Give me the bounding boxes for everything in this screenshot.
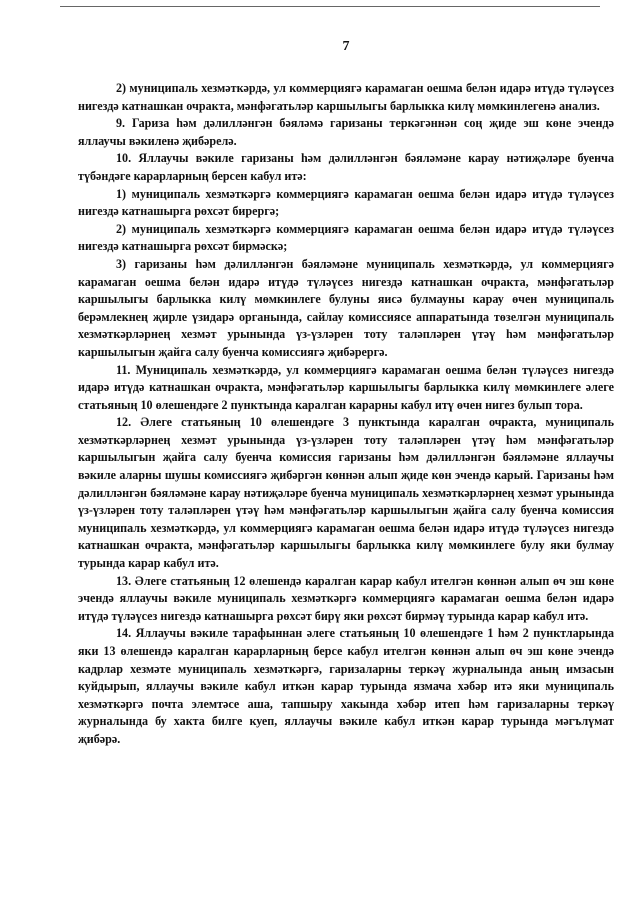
paragraph: 12. Әлеге статьяның 10 өлешендәге 3 пунктында каралган очракта, муниципаль хезмәткәрләрнең хезмәт урынында үз-үзләрен тоту таләпләрен үтәү һәм мәнфәгатьләр каршылыгын җайга салу буенча комиссия гаризаны һәм дәлилләнгән бәяләмәне яллаучы вәкиле аларны шушы комиссиягә җибәргән көннән алып җиде көн эчендә карый. Гаризаны һәм дәлилләнгән бәяләмәне карау нәтиҗәләре буенча муниципаль хезмәткәрләрнең хезмәт урынында үз-үзләрен тоту таләпләрен үтәү һәм мәнфәгатьләр каршылыгын җайга салу буенча комиссия муниципаль хезмәткәрдә, ул коммерциягә карамаган оешма белән идарә итүдә түләүсез нигездә катнашкан очракта, мәнфәгатьләр каршылыгы барлыкка килү мөмкинлеге булу яки булмау турында карар кабул итә. [78,415,614,571]
paragraph: 1) муниципаль хезмәткәргә коммерциягә карамаган оешма белән идарә итүдә түләүсез нигездә катнашырга рөхсәт бирергә; [78,186,614,219]
paragraph: 10. Яллаучы вәкиле гаризаны һәм дәлилләнгән бәяләмәне карау нәтиҗәләре буенча түбәндәге карарларның берсен кабул итә: [78,151,614,183]
paragraph: 14. Яллаучы вәкиле тарафыннан әлеге статьяның 10 өлешендәге 1 һәм 2 пунктларында яки 13 өлешендә каралган карарларның берсе кабул ителгән көннән алып өч эш көне эчендә кадрлар хезмәте муниципаль хезмәткәргә, гаризаларны теркәү журналында аның имзасын куйдырып, яллаучы вәкиле кабул иткән карар турында язмача хәбәр итә яки муниципаль хезмәткәргә почта элемтәсе аша, тапшыру хакында хәбәр итеп һәм гаризаларны теркәү журналында бу хакта билге куеп, яллаучы вәкиле кабул иткән карар турында мәгълүмат җибәрә. [78,626,614,746]
paragraph: 13. Әлеге статьяның 12 өлешендә каралган карар кабул ителгән көннән алып өч эш көне эчендә яллаучы вәкиле муниципаль хезмәткәргә коммерциягә карамаган оешма белән идарә итүдә түләүсез нигездә катнашырга рөхсәт бирү яки рөхсәт бирмәү турында карар кабул итә. [78,573,614,623]
paragraph: 2) муниципаль хезмәткәрдә, ул коммерциягә карамаган оешма белән идарә итүдә түләүсез нигездә катнашкан очракта, мәнфәгатьләр каршылыгы барлыкка килү мөмкинлегенә анализ. [78,81,614,113]
paragraph: 2) муниципаль хезмәткәргә коммерциягә карамаган оешма белән идарә итүдә түләүсез нигездә катнашырга рөхсәт бирмәскә; [78,221,614,254]
document-page [78,40,614,749]
paragraph: 3) гаризаны һәм дәлилләнгән бәяләмәне муниципаль хезмәткәрдә, ул коммерциягә карамаган оешма белән идарә итүдә түләүсез нигездә катнашкан очракта, мәнфәгатьләр каршылыгы барлыкка килү мөмкинлеге булуны яисә булмауны карау өчен муниципаль берәмлекнең җирле үзидарә органында, сайлау комиссиясе аппаратында төзелгән муниципаль хезмәткәрләрнең хезмәт урынында үз-үзләрен тоту таләпләрен үтәү һәм мәнфәгатьләр каршылыгын җайга салу буенча комиссиягә җибәрергә. [78,256,614,359]
paragraph: 9. Гариза һәм дәлилләнгән бәяләмә гаризаны теркәгәннән соң җиде эш көне эчендә яллаучы вәкиленә җибәрелә. [78,116,614,148]
top-rule [60,6,600,7]
page-number: 7 [342,39,350,54]
paragraph: 11. Муниципаль хезмәткәрдә, ул коммерциягә карамаган оешма белән түләүсез нигездә идарә итүдә катнашкан очракта, мәнфәгатьләр каршылыгы барлыкка килү мөмкинлеге әлеге статьяның 10 өлешендәге 2 пунктында каралган карарны кабул итү өчен нигез булып тора. [78,362,614,412]
document-body [78,80,614,749]
